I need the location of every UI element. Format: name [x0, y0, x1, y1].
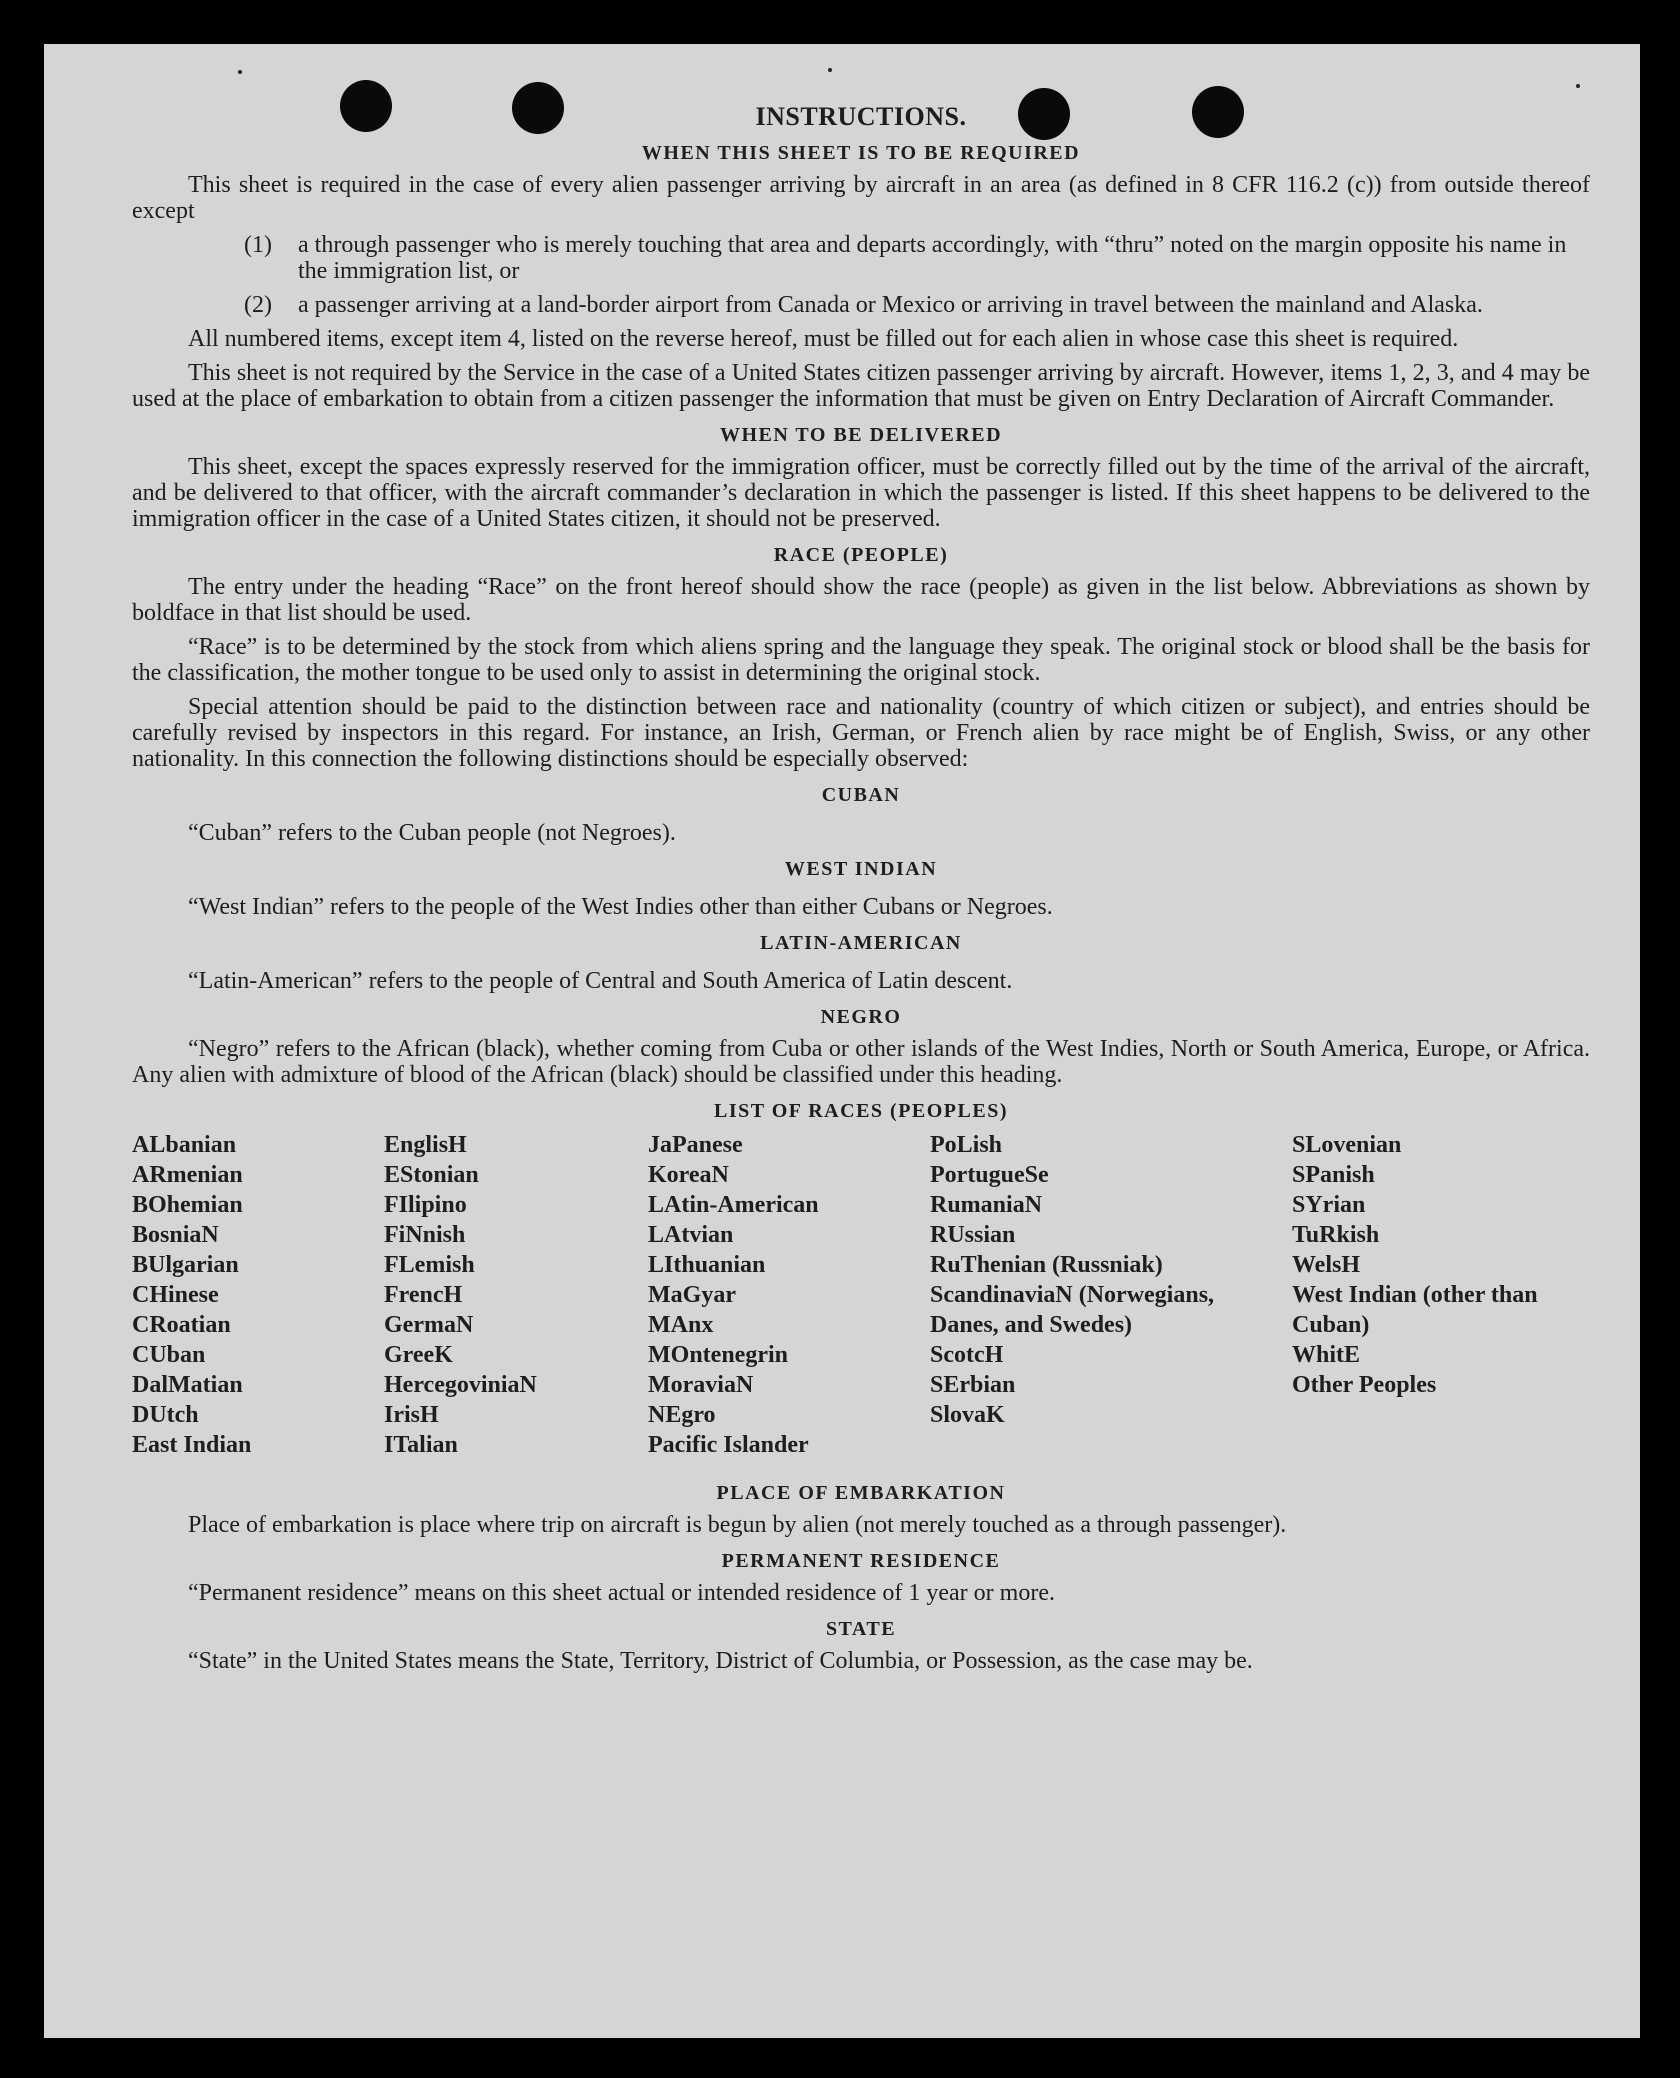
races-column	[648, 1130, 819, 1460]
dust-speck	[1576, 84, 1580, 88]
race-item: GermaN	[384, 1312, 474, 1338]
race-item: ARmenian	[132, 1162, 243, 1188]
race-item: West Indian (other than Cuban)	[1292, 1282, 1538, 1338]
document-sheet	[44, 44, 1640, 2038]
list-item	[244, 232, 1590, 284]
section-heading: WHEN THIS SHEET IS TO BE REQUIRED	[641, 142, 1081, 164]
paragraph: “Cuban” refers to the Cuban people (not Negroes).	[188, 820, 676, 846]
section-heading: NEGRO	[820, 1006, 902, 1028]
race-item: DUtch	[132, 1402, 199, 1428]
race-item: MoraviaN	[648, 1372, 754, 1398]
race-item: MaGyar	[648, 1282, 736, 1308]
paragraph: This sheet is not required by the Service in the case of a United States citizen passenger arriving by aircraft. However, items 1, 2, 3, and 4 may be used at the place of embarkation to obtain from a citizen passenger the information that must be given on Entry Declaration of Aircraft Commander.	[132, 360, 1590, 412]
section-heading: STATE	[825, 1618, 897, 1640]
race-item: IrisH	[384, 1402, 439, 1428]
section-heading: PLACE OF EMBARKATION	[716, 1482, 1006, 1504]
race-item: FiNnish	[384, 1222, 466, 1248]
section-heading: PERMANENT RESIDENCE	[721, 1550, 1001, 1572]
race-item: ScotcH	[930, 1342, 1004, 1368]
races-column	[930, 1130, 1220, 1430]
race-item: EStonian	[384, 1162, 479, 1188]
paragraph: Place of embarkation is place where trip on aircraft is begun by alien (not merely touched as a through passenger).	[188, 1512, 1287, 1538]
paragraph: “Race” is to be determined by the stock from which aliens spring and the language they speak. The original stock or blood shall be the basis for the classification, the mother tongue to be used only to assist in determining the original stock.	[132, 634, 1590, 686]
race-item: RuThenian (Russniak)	[930, 1252, 1163, 1278]
race-item: TuRkish	[1292, 1222, 1380, 1248]
race-item: RumaniaN	[930, 1192, 1043, 1218]
paragraph: “State” in the United States means the State, Territory, District of Columbia, or Possession, as the case may be.	[188, 1648, 1253, 1674]
races-column	[132, 1130, 251, 1460]
race-item: DalMatian	[132, 1372, 243, 1398]
race-item: BUlgarian	[132, 1252, 239, 1278]
paragraph: Special attention should be paid to the distinction between race and nationality (country of which citizen or subject), and entries should be carefully revised by inspectors in this regard. For instance, an Irish, German, or French alien by race might be of English, Swiss, or any other nationality. In this connection the following distinctions should be especially observed:	[132, 694, 1590, 772]
race-item: SLovenian	[1292, 1132, 1402, 1158]
race-item: PortugueSe	[930, 1162, 1049, 1188]
race-item: SYrian	[1292, 1192, 1366, 1218]
page-title: INSTRUCTIONS.	[755, 102, 967, 131]
race-item: LAtvian	[648, 1222, 734, 1248]
item-number: (2)	[244, 292, 272, 318]
paragraph: This sheet, except the spaces expressly reserved for the immigration officer, must be correctly filled out by the time of the arrival of the aircraft, and be delivered to that officer, with the aircraft commander’s declaration in which the passenger is listed. If this sheet happens to be delivered to the immigration officer in the case of a United States citizen, it should not be preserved.	[132, 454, 1590, 532]
race-item: LIthuanian	[648, 1252, 766, 1278]
section-heading: RACE (PEOPLE)	[773, 544, 949, 566]
race-item: East Indian	[132, 1432, 252, 1458]
races-list	[132, 1130, 1590, 1470]
race-item: Pacific Islander	[648, 1432, 809, 1458]
race-item: JaPanese	[648, 1132, 743, 1158]
race-item: BosniaN	[132, 1222, 219, 1248]
race-item: LAtin-American	[648, 1192, 819, 1218]
race-item: SPanish	[1292, 1162, 1375, 1188]
race-item: PoLish	[930, 1132, 1003, 1158]
instructions-content	[132, 104, 1590, 1674]
race-item: BOhemian	[132, 1192, 243, 1218]
races-column	[1292, 1130, 1542, 1400]
paragraph: This sheet is required in the case of every alien passenger arriving by aircraft in an area (as defined in 8 CFR 116.2 (c)) from outside thereof except	[132, 172, 1590, 224]
paragraph: “Negro” refers to the African (black), whether coming from Cuba or other islands of the West Indies, North or South America, Europe, or Africa. Any alien with admixture of blood of the African (black) should be classified under this heading.	[132, 1036, 1590, 1088]
race-item: KoreaN	[648, 1162, 729, 1188]
dust-speck	[828, 68, 832, 72]
race-item: HercegoviniaN	[384, 1372, 537, 1398]
race-item: FLemish	[384, 1252, 475, 1278]
paragraph: “West Indian” refers to the people of the West Indies other than either Cubans or Negroes.	[188, 894, 1053, 920]
race-item: FIlipino	[384, 1192, 467, 1218]
race-item: CHinese	[132, 1282, 219, 1308]
races-column	[384, 1130, 537, 1460]
race-item: EnglisH	[384, 1132, 467, 1158]
race-item: GreeK	[384, 1342, 453, 1368]
item-number: (1)	[244, 232, 272, 258]
race-item: WelsH	[1292, 1252, 1361, 1278]
item-text: a passenger arriving at a land-border airport from Canada or Mexico or arriving in travel between the mainland and Alaska.	[298, 292, 1483, 318]
section-heading: LATIN-AMERICAN	[760, 932, 962, 954]
paragraph: “Permanent residence” means on this sheet actual or intended residence of 1 year or more.	[188, 1580, 1055, 1606]
race-item: NEgro	[648, 1402, 716, 1428]
race-item: RUssian	[930, 1222, 1016, 1248]
race-item: ITalian	[384, 1432, 458, 1458]
race-item: CRoatian	[132, 1312, 231, 1338]
race-item: SErbian	[930, 1372, 1016, 1398]
paragraph: The entry under the heading “Race” on the front hereof should show the race (people) as given in the list below. Abbreviations as shown by boldface in that list should be used.	[132, 574, 1590, 626]
section-heading: WHEN TO BE DELIVERED	[719, 424, 1003, 446]
item-text: a through passenger who is merely touching that area and departs accordingly, with “thru” noted on the margin opposite his name in the immigration list, or	[298, 232, 1567, 284]
race-item: FrencH	[384, 1282, 463, 1308]
paragraph: “Latin-American” refers to the people of Central and South America of Latin descent.	[188, 968, 1013, 994]
race-item: Other Peoples	[1292, 1372, 1437, 1398]
race-item: WhitE	[1292, 1342, 1361, 1368]
dust-speck	[238, 70, 242, 74]
paragraph: All numbered items, except item 4, listed on the reverse hereof, must be filled out for each alien in whose case this sheet is required.	[188, 326, 1459, 352]
section-heading: WEST INDIAN	[784, 858, 938, 880]
race-item: ScandinaviaN (Norwegians, Danes, and Swedes)	[930, 1282, 1215, 1338]
race-item: SlovaK	[930, 1402, 1005, 1428]
race-item: ALbanian	[132, 1132, 237, 1158]
race-item: MOntenegrin	[648, 1342, 788, 1368]
race-item: MAnx	[648, 1312, 714, 1338]
list-item	[244, 292, 1590, 318]
race-item: CUban	[132, 1342, 206, 1368]
section-heading: LIST OF RACES (PEOPLES)	[713, 1100, 1008, 1122]
section-heading: CUBAN	[821, 784, 901, 806]
